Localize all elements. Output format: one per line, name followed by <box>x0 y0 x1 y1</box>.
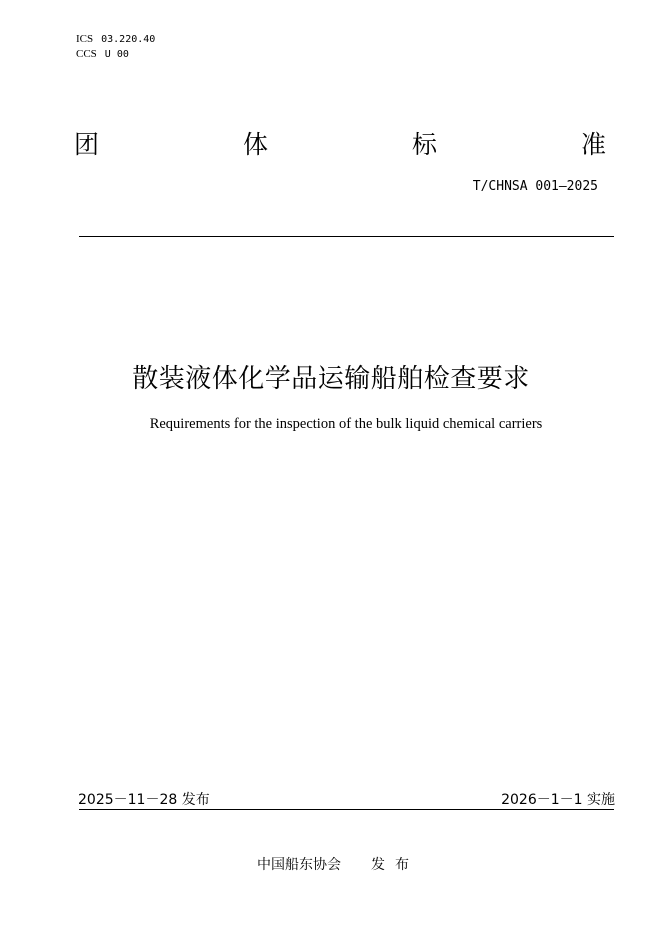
standard-type-heading <box>74 126 606 160</box>
release-date: 2025－11－28 发布 <box>78 792 210 808</box>
ccs-code: U 00 <box>104 49 129 60</box>
ics-label: ICS <box>76 33 94 45</box>
standard-type-char: 标 <box>411 130 437 159</box>
publisher-action: 发布 <box>371 857 419 873</box>
ics-line <box>76 32 155 47</box>
ics-code: 03.220.40 <box>101 34 156 45</box>
classification-codes <box>76 32 155 62</box>
title-english: Requirements for the inspection of the bulk liquid chemical carriers <box>149 416 543 432</box>
ccs-label: CCS <box>76 48 97 60</box>
standard-type-char: 准 <box>580 130 606 159</box>
ccs-line <box>76 47 155 62</box>
standard-number: T/CHNSA 001—2025 <box>472 179 598 194</box>
title-chinese: 散装液体化学品运输船舶检查要求 <box>132 364 530 394</box>
publisher-line <box>0 854 662 874</box>
implementation-date: 2026－1－1 实施 <box>501 792 615 808</box>
standard-type-char: 团 <box>74 130 100 159</box>
standard-type-char: 体 <box>242 130 268 159</box>
header-divider <box>79 236 614 237</box>
publisher-name: 中国船东协会 <box>257 857 341 873</box>
footer-divider <box>79 809 614 810</box>
